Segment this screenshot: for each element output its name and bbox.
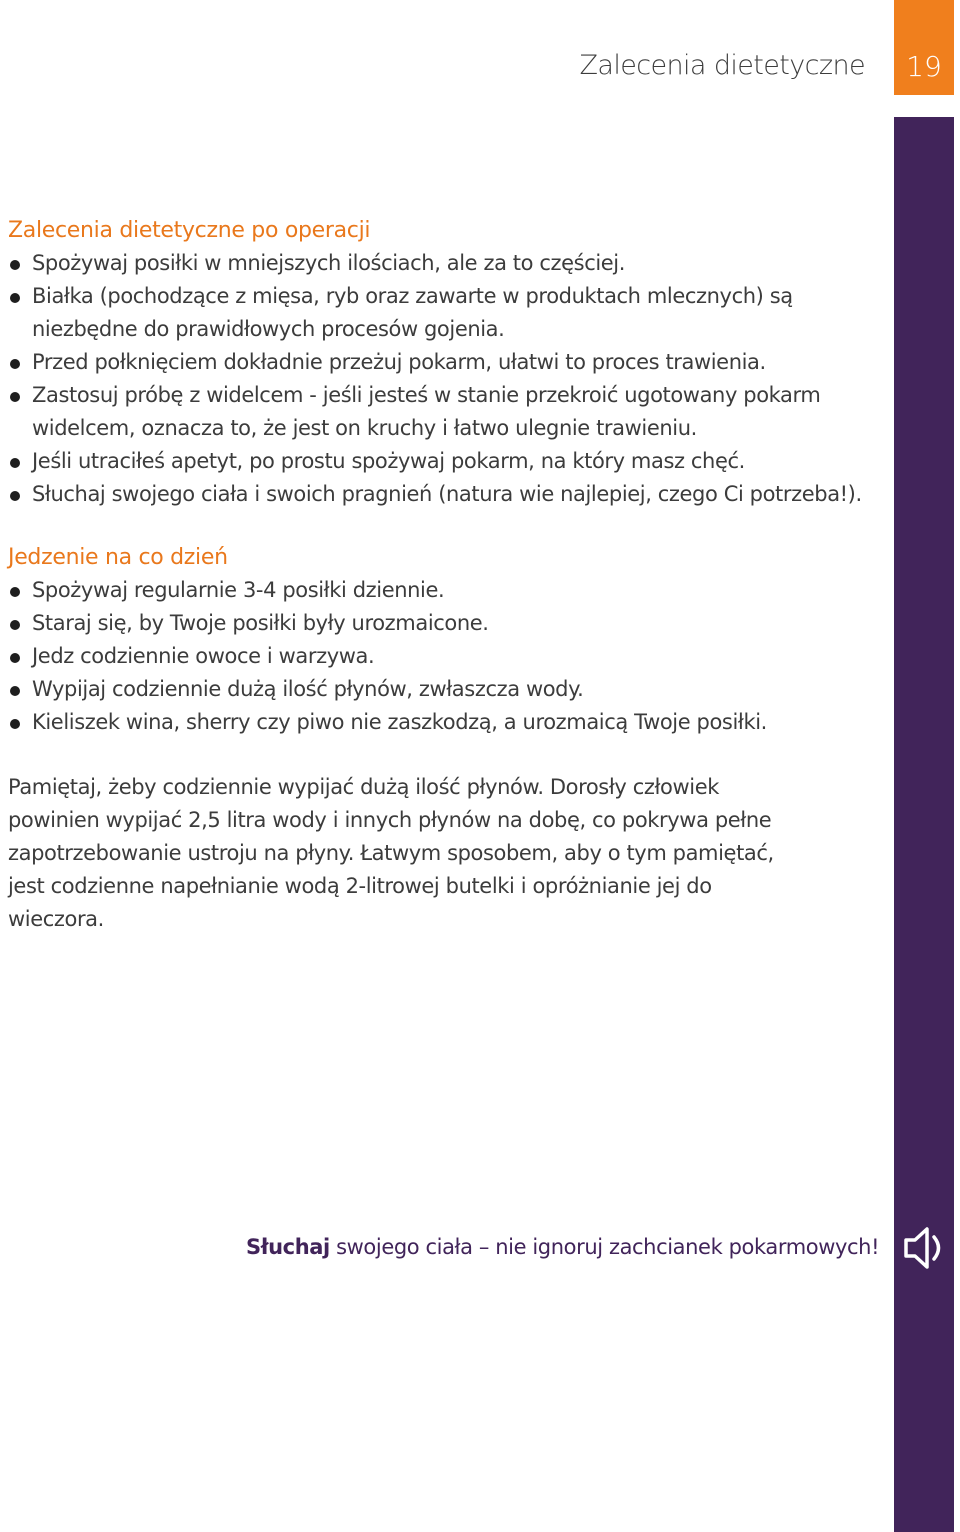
list-item: Zastosuj próbę z widelcem - jeśli jesteś w stanie przekroić ugotowany pokarm widelcem, oznacza to, że jest on kruchy i łatwo ulegnie trawieniu. bbox=[8, 379, 868, 445]
list-item: Wypijaj codziennie dużą ilość płynów, zwłaszcza wody. bbox=[8, 673, 868, 706]
list-item: Białka (pochodzące z mięsa, ryb oraz zawarte w produktach mlecznych) są niezbędne do prawidłowych procesów gojenia. bbox=[8, 280, 868, 346]
daily-list bbox=[8, 574, 868, 739]
speaker-icon bbox=[903, 1224, 949, 1272]
footer-tagline bbox=[246, 1235, 879, 1259]
list-item: Przed połknięciem dokładnie przeżuj pokarm, ułatwi to proces trawienia. bbox=[8, 346, 868, 379]
page-number: 19 bbox=[906, 50, 942, 83]
side-band bbox=[894, 117, 954, 1532]
page-number-tab bbox=[894, 0, 954, 95]
hydration-paragraph: Pamiętaj, żeby codziennie wypijać dużą ilość płynów. Dorosły człowiek powinien wypijać 2,5 litra wody i innych płynów na dobę, co pokrywa pełne zapotrzebowanie ustroju na płyny. Łatwym sposobem, aby o tym pamiętać, jest codzienne napełnianie wodą 2-litrowej butelki i opróżnianie jej do wieczora. bbox=[8, 775, 774, 931]
list-item: Jeśli utraciłeś apetyt, po prostu spożywaj pokarm, na który masz chęć. bbox=[8, 445, 868, 478]
list-item: Słuchaj swojego ciała i swoich pragnień (natura wie najlepiej, czego Ci potrzeba!). bbox=[8, 478, 868, 511]
list-item: Kieliszek wina, sherry czy piwo nie zaszkodzą, a urozmaicą Twoje posiłki. bbox=[8, 706, 868, 739]
page-title: Zalecenia dietetyczne bbox=[579, 50, 865, 81]
section-heading-post-op: Zalecenia dietetyczne po operacji bbox=[8, 218, 371, 243]
list-item: Staraj się, by Twoje posiłki były urozmaicone. bbox=[8, 607, 868, 640]
list-item: Jedz codziennie owoce i warzywa. bbox=[8, 640, 868, 673]
main-content bbox=[8, 214, 868, 936]
post-op-list bbox=[8, 247, 868, 511]
list-item: Spożywaj regularnie 3-4 posiłki dziennie. bbox=[8, 574, 868, 607]
section-heading-daily: Jedzenie na co dzień bbox=[8, 545, 228, 570]
footer-text: swojego ciała – nie ignoruj zachcianek pokarmowych! bbox=[329, 1235, 880, 1259]
spacer bbox=[8, 511, 868, 541]
footer-emphasis: Słuchaj bbox=[246, 1235, 330, 1259]
list-item: Spożywaj posiłki w mniejszych ilościach, ale za to częściej. bbox=[8, 247, 868, 280]
spacer bbox=[8, 739, 868, 771]
